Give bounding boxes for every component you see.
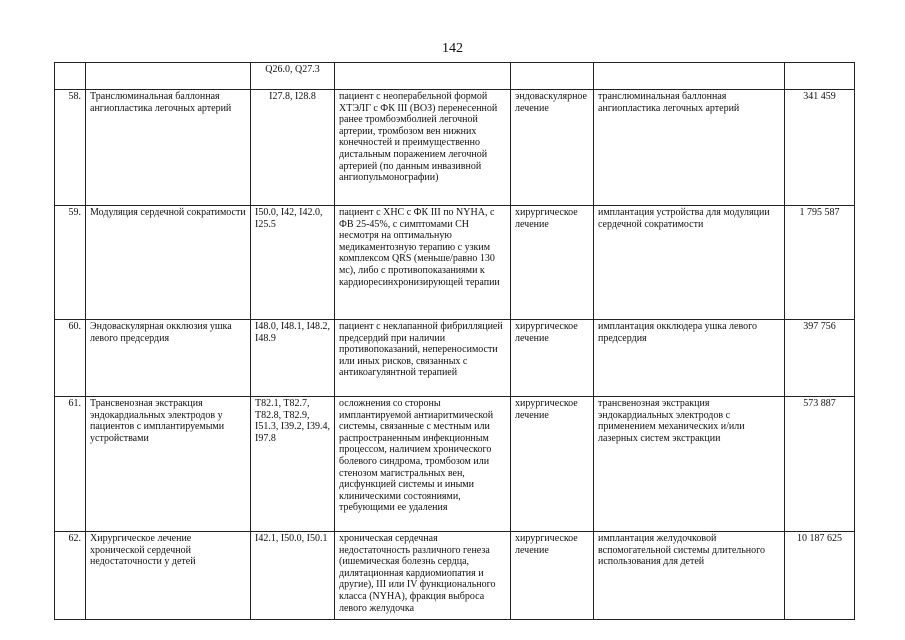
row-number: 59. — [55, 206, 86, 320]
care-type-name: Модуляция сердечной сократимости — [86, 206, 251, 320]
icd-codes: Q26.0, Q27.3 — [251, 63, 335, 90]
price: 573 887 — [785, 397, 855, 532]
row-number: 62. — [55, 532, 86, 620]
treatment-type: хирургическое лечение — [511, 532, 594, 620]
icd-codes: I48.0, I48.1, I48.2, I48.9 — [251, 320, 335, 397]
care-type-name: Хирургическое лечение хронической сердечной недостаточности у детей — [86, 532, 251, 620]
care-type-name: Трансвенозная экстракция эндокардиальных электродов у пациентов с имплантируемыми устройствами — [86, 397, 251, 532]
icd-codes: I50.0, I42, I42.0, I25.5 — [251, 206, 335, 320]
patient-model: осложнения со стороны имплантируемой антиаритмической системы, связанные с местным или распространенным инфекционным процессом, наличием хронического болевого синдрома, тромбозом или стенозом магистральных вен, дисфункцией системы и иными клиническими состояниями, требующими ее удаления — [335, 397, 511, 532]
patient-model: пациент с неоперабельной формой ХТЭЛГ с ФК III (ВОЗ) перенесенной ранее тромбоэмболией легочной артерии, тромбозом вен нижних конечностей и преимущественно дистальным поражением легочной артерией (по данным инвазивной ангиопульмонографии) — [335, 90, 511, 206]
medical-care-table — [54, 62, 855, 620]
table-row — [55, 206, 855, 320]
row-number: 60. — [55, 320, 86, 397]
treatment-type: хирургическое лечение — [511, 320, 594, 397]
row-number: 61. — [55, 397, 86, 532]
price: 10 187 625 — [785, 532, 855, 620]
page-number: 142 — [442, 41, 463, 56]
table-row — [55, 90, 855, 206]
row-number — [55, 63, 86, 90]
icd-codes: I42.1, I50.0, I50.1 — [251, 532, 335, 620]
treatment-method — [594, 63, 785, 90]
care-type-name: Транслюминальная баллонная ангиопластика легочных артерий — [86, 90, 251, 206]
price: 1 795 587 — [785, 206, 855, 320]
treatment-method: имплантация окклюдера ушка левого предсердия — [594, 320, 785, 397]
table-row — [55, 532, 855, 620]
treatment-type: хирургическое лечение — [511, 206, 594, 320]
treatment-type: эндоваскулярное лечение — [511, 90, 594, 206]
treatment-method: имплантация устройства для модуляции сердечной сократимости — [594, 206, 785, 320]
table-row — [55, 320, 855, 397]
table-row — [55, 397, 855, 532]
patient-model: пациент с неклапанной фибрилляцией предсердий при наличии противопоказаний, непереносимости или иных рисков, связанных с антикоагулянтной терапией — [335, 320, 511, 397]
table-row — [55, 63, 855, 90]
patient-model: пациент с ХНС с ФК III по NYHA, с ФВ 25-45%, с симптомами СН несмотря на оптимальную медикаментозную терапию с узким комплексом QRS (меньше/равно 130 мс), либо с противопоказаниями к кардиоресинхронизирующей терапии — [335, 206, 511, 320]
price — [785, 63, 855, 90]
row-number: 58. — [55, 90, 86, 206]
treatment-method: трансвенозная экстракция эндокардиальных электродов с применением механических и/или лазерных систем экстракции — [594, 397, 785, 532]
patient-model — [335, 63, 511, 90]
icd-codes: T82.1, T82.7, T82.8, T82.9, I51.3, I39.2, I39.4, I97.8 — [251, 397, 335, 532]
care-type-name — [86, 63, 251, 90]
patient-model: хроническая сердечная недостаточность различного генеза (ишемическая болезнь сердца, дилятационная кардиомиопатия и другие), III или IV функционального класса (NYHA), фракция выброса левого желудочка — [335, 532, 511, 620]
treatment-method: транслюминальная баллонная ангиопластика легочных артерий — [594, 90, 785, 206]
price: 397 756 — [785, 320, 855, 397]
price: 341 459 — [785, 90, 855, 206]
icd-codes: I27.8, I28.8 — [251, 90, 335, 206]
treatment-type — [511, 63, 594, 90]
care-type-name: Эндоваскулярная окклюзия ушка левого предсердия — [86, 320, 251, 397]
treatment-type: хирургическое лечение — [511, 397, 594, 532]
treatment-method: имплантация желудочковой вспомогательной системы длительного использования для детей — [594, 532, 785, 620]
